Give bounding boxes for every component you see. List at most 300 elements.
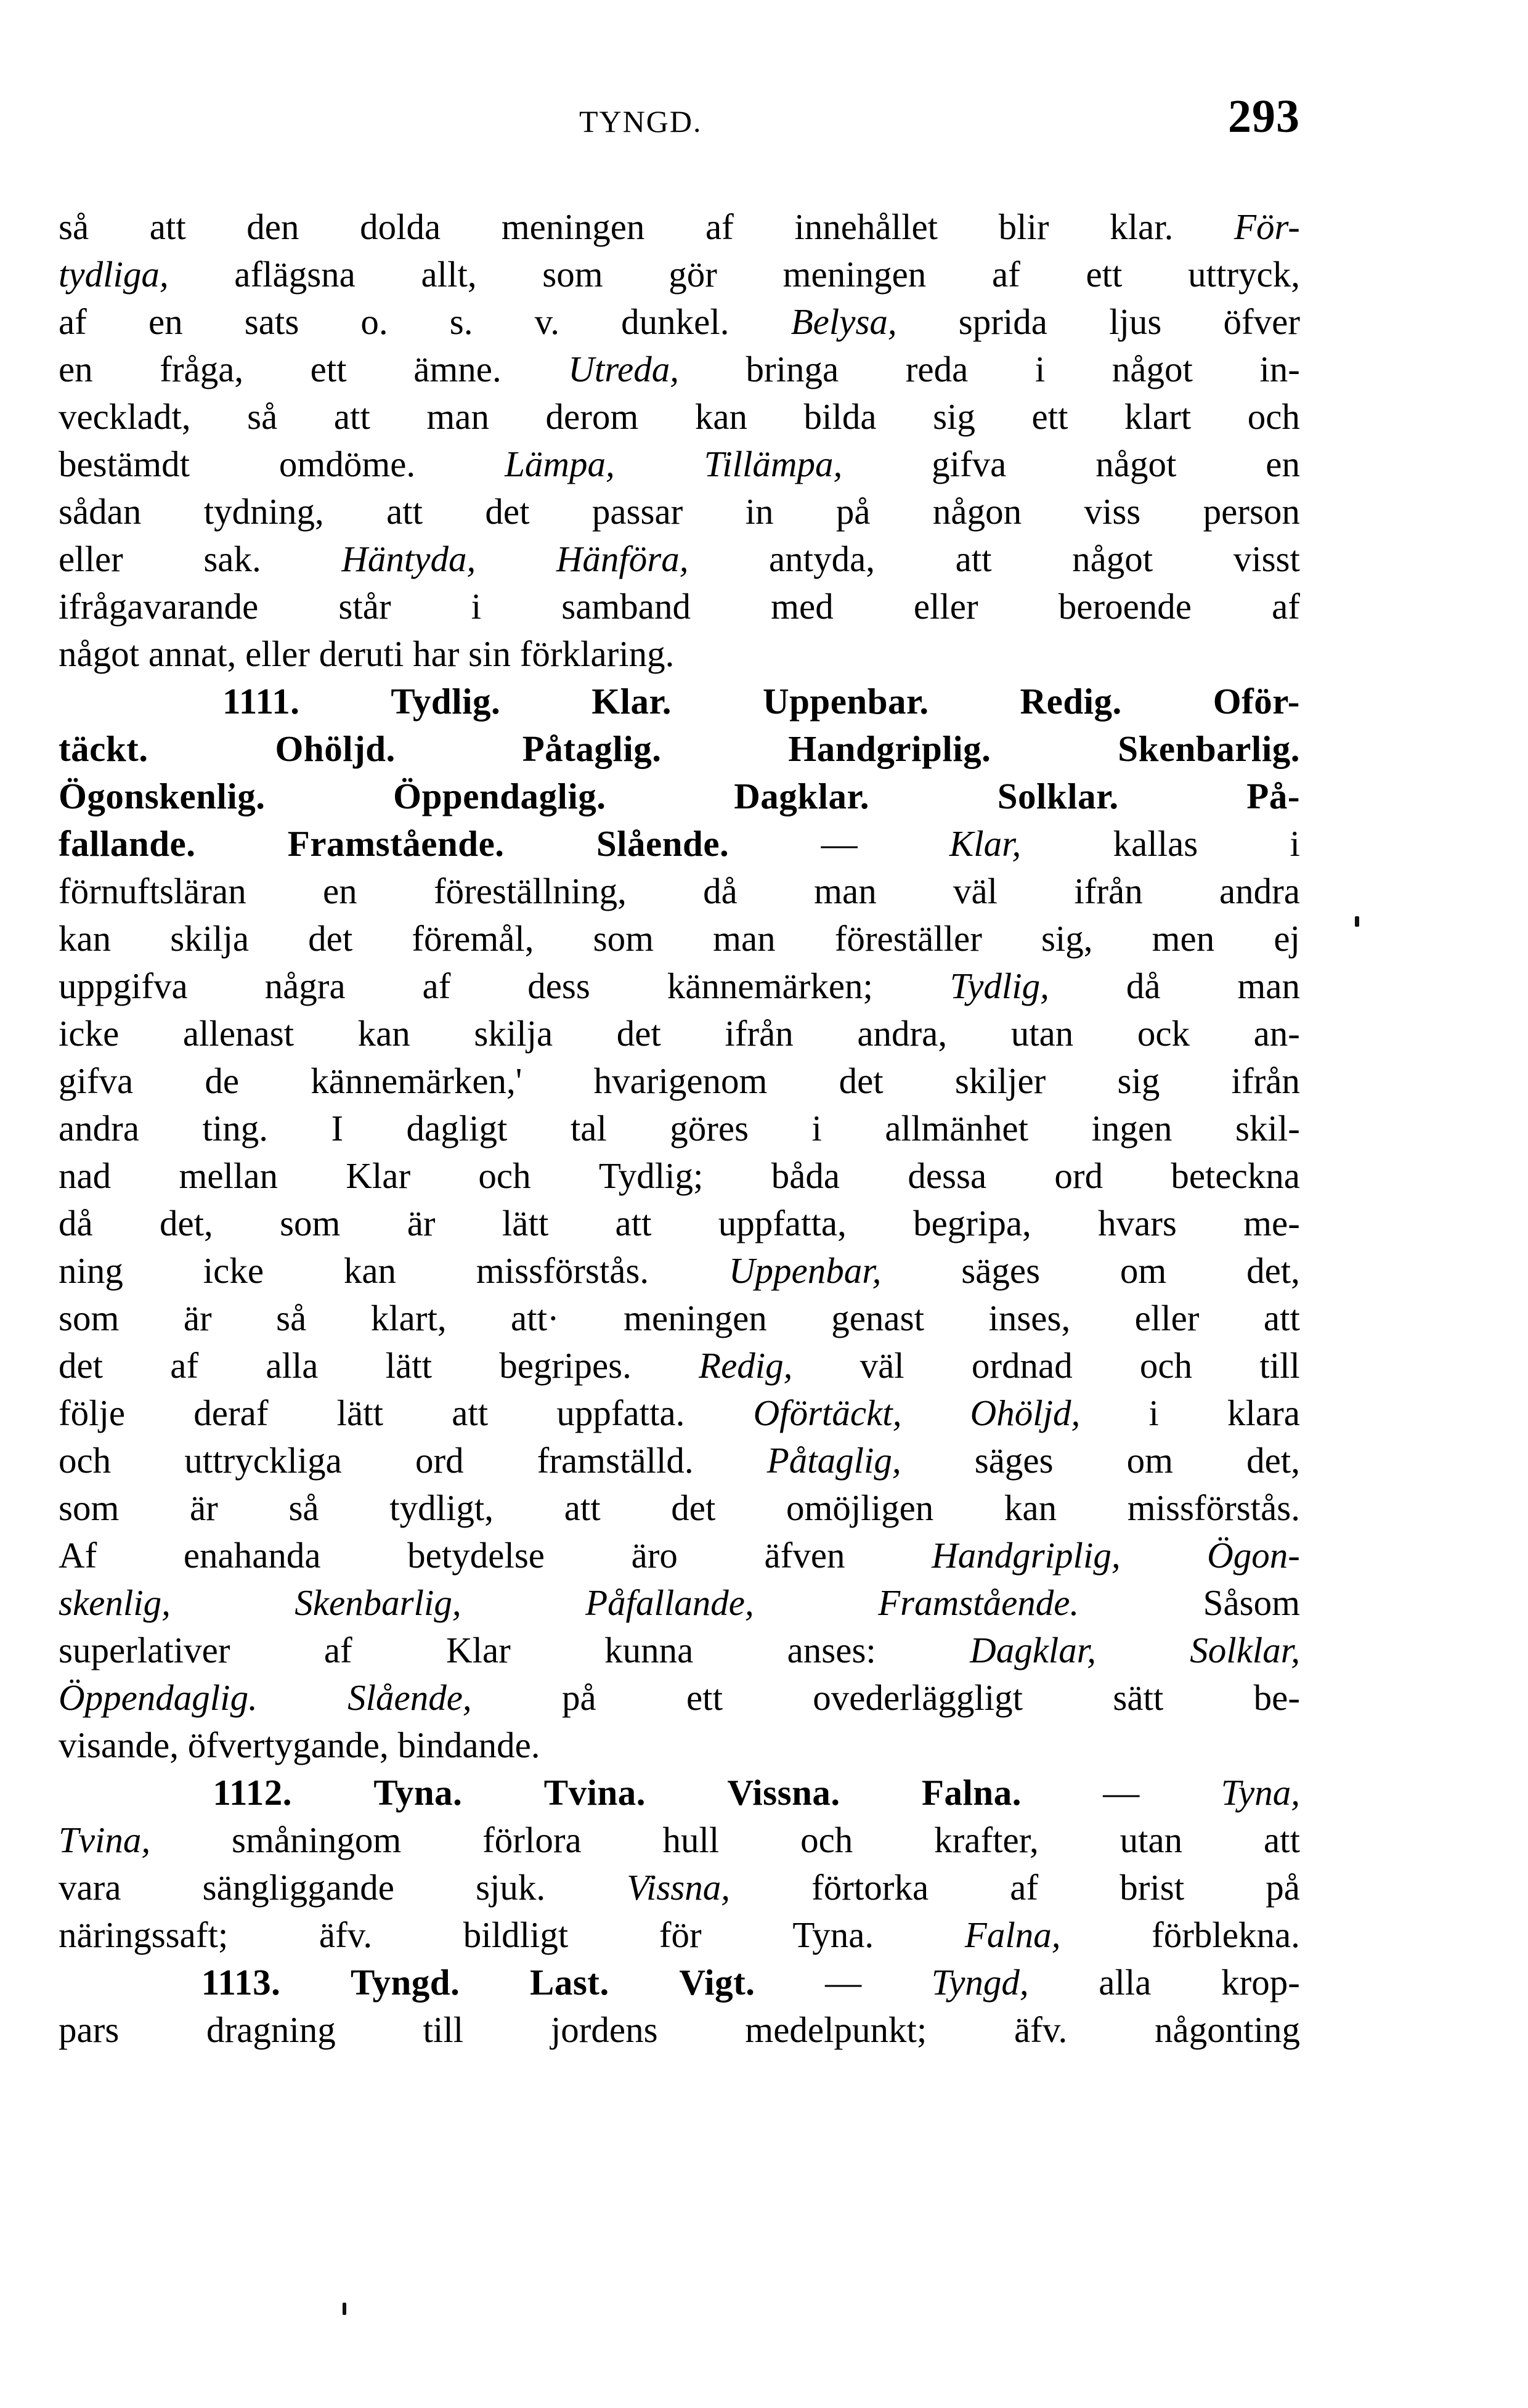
italic-word: Hänföra, — [556, 539, 689, 579]
word: att — [386, 491, 423, 532]
italic-word: Uppenbar, — [728, 1250, 882, 1291]
word: veckladt, — [59, 396, 191, 437]
italic-word: Slående, — [347, 1677, 472, 1718]
italic-word: Tyngd, — [931, 1962, 1029, 2003]
word: så — [59, 206, 89, 247]
word: ock — [1137, 1013, 1190, 1054]
italic-word: Oförtäckt, — [753, 1393, 902, 1433]
text-line — [59, 1722, 1300, 1769]
italic-word: skenlig, — [59, 1582, 171, 1623]
word: andra — [1219, 871, 1300, 911]
word: förblekna. — [1152, 1914, 1300, 1955]
word: — — [825, 1962, 862, 2003]
word: meningen — [501, 206, 645, 247]
headword: Falna. — [921, 1772, 1022, 1813]
word: då — [703, 871, 738, 911]
word: man — [426, 396, 489, 437]
ink-speck-right-margin — [1355, 916, 1359, 927]
italic-word: Tvina, — [59, 1820, 151, 1860]
word: Af — [59, 1535, 97, 1576]
word: då — [1126, 966, 1161, 1006]
word: näringssaft; — [59, 1914, 229, 1955]
word: klart — [1124, 396, 1192, 437]
headword: Last. — [529, 1962, 609, 2003]
headword: Oför- — [1213, 681, 1300, 722]
word: står — [338, 586, 391, 627]
word: de — [205, 1060, 240, 1101]
headword: Öppendaglig. — [393, 776, 606, 816]
text-line — [59, 535, 1300, 583]
headword: På- — [1246, 776, 1300, 816]
headword: Klar. — [591, 681, 672, 722]
word: föreställer — [834, 918, 982, 959]
word: Tydlig; — [598, 1155, 704, 1196]
text-line — [59, 2006, 1300, 2054]
word: eller — [1134, 1298, 1200, 1338]
word: något — [59, 633, 140, 674]
word: har — [413, 633, 460, 674]
word: öfver — [1223, 301, 1300, 342]
word: anses: — [787, 1630, 876, 1670]
word: förlora — [482, 1820, 582, 1860]
word: sak. — [203, 539, 261, 579]
word: tydligt, — [389, 1487, 494, 1528]
word: missförstås. — [476, 1250, 649, 1291]
word: krop- — [1221, 1962, 1300, 2003]
text-line — [59, 915, 1300, 962]
text-line — [59, 1200, 1300, 1247]
text-line — [59, 251, 1300, 298]
word: ingen — [1091, 1108, 1172, 1149]
italic-word: Dagklar, — [970, 1630, 1096, 1670]
word: sådan — [59, 491, 142, 532]
word: fråga, — [160, 349, 244, 389]
italic-word: Häntyda, — [341, 539, 476, 579]
italic-word: Utreda, — [568, 349, 679, 389]
word: det, — [1246, 1250, 1300, 1291]
word: af — [1272, 586, 1300, 627]
italic-word: Redig, — [699, 1345, 793, 1386]
text-line — [59, 298, 1300, 346]
word: skilja — [170, 918, 250, 959]
italic-word: Handgriplig, — [932, 1535, 1121, 1576]
word: kan — [59, 918, 112, 959]
word: uppfatta, — [718, 1203, 847, 1243]
ink-speck-bottom-margin — [343, 2303, 346, 2315]
word: i — [1034, 349, 1046, 389]
paragraph-indent — [59, 1769, 131, 1816]
word: att — [149, 206, 186, 247]
word: det, — [159, 1203, 213, 1243]
word: bestämdt — [59, 444, 190, 484]
word: Klar — [445, 1630, 511, 1670]
word: förtorka — [811, 1867, 929, 1908]
headword: Tyna. — [373, 1772, 463, 1813]
word: och — [800, 1820, 853, 1860]
word: me- — [1243, 1203, 1300, 1243]
word: an- — [1253, 1013, 1300, 1054]
word: hull — [662, 1820, 720, 1860]
italic-word: Ohöljd, — [970, 1393, 1081, 1433]
text-line — [59, 678, 1300, 725]
word: äro — [631, 1535, 678, 1576]
text-line — [59, 1959, 1300, 2006]
word: något — [1072, 539, 1153, 579]
headword: Tvina. — [543, 1772, 646, 1813]
word: ett — [686, 1677, 723, 1718]
word: så — [247, 396, 278, 437]
word: en — [59, 349, 93, 389]
word: beroende — [1058, 586, 1192, 627]
word: är — [407, 1203, 436, 1243]
text-line — [59, 1105, 1300, 1152]
word: Klar — [346, 1155, 411, 1196]
text-line — [59, 1010, 1300, 1057]
word: att — [452, 1393, 489, 1433]
word: något — [1111, 349, 1193, 389]
word: att — [955, 539, 992, 579]
word: ifrån — [1231, 1060, 1300, 1101]
word: tal — [570, 1108, 607, 1149]
word: allenast — [182, 1013, 295, 1054]
word: det — [616, 1013, 661, 1054]
word: ej — [1274, 918, 1300, 959]
running-head — [59, 91, 1300, 154]
word: och — [1139, 1345, 1193, 1386]
word: till — [1259, 1345, 1300, 1386]
word: dolda — [360, 206, 441, 247]
word: v. — [534, 301, 560, 342]
word: och — [59, 1440, 112, 1481]
word: förnuftsläran — [59, 871, 246, 911]
word: medelpunkt; — [745, 2009, 927, 2050]
word: lätt — [502, 1203, 549, 1243]
word: af — [422, 966, 451, 1006]
word: enahanda — [183, 1535, 321, 1576]
word: inses, — [988, 1298, 1071, 1338]
headword: Ögonskenlig. — [59, 776, 266, 816]
word: pars — [59, 2009, 120, 2050]
italic-word: Påtaglig, — [766, 1440, 901, 1481]
word: väl — [860, 1345, 904, 1386]
word: gifva — [59, 1060, 134, 1101]
headword: Redig. — [1020, 681, 1122, 722]
word: att — [333, 396, 370, 437]
word: men — [1152, 918, 1215, 959]
headword: Solklar. — [997, 776, 1119, 816]
word: kan — [1004, 1487, 1057, 1528]
word: är — [189, 1487, 218, 1528]
italic-word: Tillämpa, — [704, 444, 843, 484]
word: kallas — [1113, 823, 1198, 864]
word: klart, — [370, 1298, 447, 1338]
headword: Framstående. — [287, 823, 505, 864]
word: i — [1148, 1393, 1159, 1433]
word: beteckna — [1171, 1155, 1300, 1196]
text-line — [59, 1627, 1300, 1674]
word: så — [276, 1298, 307, 1338]
paragraph-indent — [59, 678, 131, 725]
word: omdöme. — [278, 444, 416, 484]
word: bilda — [803, 396, 877, 437]
word: klara — [1227, 1393, 1300, 1433]
word: sats — [244, 301, 299, 342]
word: som — [280, 1203, 341, 1243]
headword: täckt. — [59, 728, 148, 769]
word: blir — [998, 206, 1049, 247]
word: på — [562, 1677, 596, 1718]
word: sätt — [1113, 1677, 1164, 1718]
italic-word: tydliga, — [59, 254, 169, 295]
word: visande, — [59, 1725, 179, 1765]
word: Tyna. — [792, 1914, 874, 1955]
word: det — [839, 1060, 884, 1101]
word: en — [1266, 444, 1300, 484]
word: ämne. — [413, 349, 502, 389]
word: innehållet — [794, 206, 938, 247]
text-line — [59, 1247, 1300, 1295]
word: ord — [415, 1440, 464, 1481]
word: — — [1103, 1772, 1140, 1813]
word: sig, — [1041, 918, 1093, 959]
word: andra, — [857, 1013, 948, 1054]
body-text — [59, 203, 1300, 2054]
headword: Handgriplig. — [788, 728, 991, 769]
word: några — [264, 966, 346, 1006]
text-line — [59, 1389, 1300, 1437]
word: ning — [59, 1250, 123, 1291]
word: förklaring. — [519, 633, 675, 674]
word: någon — [932, 491, 1022, 532]
headword: Ohöljd. — [275, 728, 396, 769]
word: eller — [59, 539, 123, 579]
word: i — [471, 586, 482, 627]
word: är — [183, 1298, 212, 1338]
italic-word: Belysa, — [790, 301, 897, 342]
word: någonting — [1155, 2009, 1300, 2050]
text-line — [59, 1864, 1300, 1911]
word: af — [170, 1345, 199, 1386]
word: till — [423, 2009, 464, 2050]
word: dunkel. — [621, 301, 729, 342]
italic-word: Solklar, — [1190, 1630, 1300, 1670]
word: föreställning, — [433, 871, 627, 911]
word: det — [671, 1487, 716, 1528]
word: allt, — [421, 254, 477, 295]
word: så — [288, 1487, 319, 1528]
word: man — [814, 871, 877, 911]
word: Såsom — [1203, 1582, 1300, 1623]
word: att — [564, 1487, 601, 1528]
word: I — [331, 1108, 344, 1149]
word: ting. — [202, 1108, 269, 1149]
word: i — [1290, 823, 1300, 864]
word: dessa — [908, 1155, 987, 1196]
word: man — [713, 918, 776, 959]
word: aflägsna — [234, 254, 356, 295]
word: alla — [266, 1345, 319, 1386]
word: in — [745, 491, 774, 532]
word: derom — [545, 396, 639, 437]
page-number: 293 — [1228, 91, 1300, 142]
word: på — [835, 491, 871, 532]
word: säges — [974, 1440, 1054, 1481]
word: omöjligen — [786, 1487, 934, 1528]
text-line — [59, 1437, 1300, 1484]
word: nad — [59, 1155, 112, 1196]
word: ovederläggligt — [813, 1677, 1023, 1718]
headword: Slående. — [596, 823, 729, 864]
text-line — [59, 1769, 1300, 1816]
word: af — [323, 1630, 352, 1670]
word: allmänhet — [885, 1108, 1028, 1149]
word: båda — [771, 1155, 840, 1196]
word: af — [705, 206, 734, 247]
word: kännemärken,' — [311, 1060, 522, 1101]
word: öfvertygande, — [187, 1725, 389, 1765]
word: sig — [933, 396, 975, 437]
italic-word: Öppendaglig. — [59, 1677, 258, 1718]
word: ifrån — [725, 1013, 794, 1054]
word: sjuk. — [476, 1867, 546, 1908]
word: ljus — [1109, 301, 1162, 342]
word: göres — [670, 1108, 749, 1149]
italic-word: Påfallande, — [585, 1582, 754, 1623]
headword: 1111. — [222, 681, 300, 722]
word: in- — [1259, 349, 1300, 389]
word: som — [59, 1298, 120, 1338]
word: ett — [1031, 396, 1068, 437]
text-line — [59, 488, 1300, 535]
text-line — [59, 441, 1300, 488]
italic-word: Ögon- — [1207, 1535, 1300, 1576]
word: gifva — [932, 444, 1007, 484]
italic-word: För- — [1233, 206, 1300, 247]
word: af — [991, 254, 1020, 295]
word: eller — [913, 586, 978, 627]
word: bildligt — [463, 1914, 569, 1955]
word: kan — [343, 1250, 397, 1291]
word: visst — [1233, 539, 1300, 579]
word: begripes. — [499, 1345, 632, 1386]
word: i — [811, 1108, 822, 1149]
word: något — [1095, 444, 1177, 484]
italic-word: Lämpa, — [505, 444, 615, 484]
word: följe — [59, 1393, 126, 1433]
text-line — [59, 962, 1300, 1010]
headword: Skenbarlig. — [1118, 728, 1300, 769]
word: kunna — [604, 1630, 694, 1670]
word: genast — [831, 1298, 924, 1338]
word: ifrågavarande — [59, 586, 259, 627]
text-line — [59, 725, 1300, 773]
word: begripa, — [913, 1203, 1031, 1243]
word: dagligt — [406, 1108, 508, 1149]
word: som — [59, 1487, 120, 1528]
word: en — [322, 871, 357, 911]
italic-word: Skenbarlig, — [295, 1582, 461, 1623]
word: uppgifva — [59, 966, 188, 1006]
word: skiljer — [954, 1060, 1046, 1101]
headword: Dagklar. — [734, 776, 870, 816]
text-line — [59, 773, 1300, 820]
word: superlativer — [59, 1630, 230, 1670]
word: utan — [1120, 1820, 1183, 1860]
word: väl — [953, 871, 998, 911]
word: bindande. — [397, 1725, 540, 1765]
word: för — [659, 1914, 702, 1955]
word: ord — [1054, 1155, 1103, 1196]
word: om — [1120, 1250, 1167, 1291]
word: att — [615, 1203, 652, 1243]
text-line — [59, 1152, 1300, 1200]
word: med — [771, 586, 834, 627]
word: den — [246, 206, 299, 247]
word: ordnad — [971, 1345, 1073, 1386]
word: af — [1010, 1867, 1039, 1908]
word: uttryck, — [1188, 254, 1300, 295]
word: samband — [561, 586, 691, 627]
italic-word: Tyna, — [1221, 1772, 1300, 1813]
word: småningom — [231, 1820, 402, 1860]
text-line — [59, 1532, 1300, 1579]
word: äfv. — [319, 1914, 373, 1955]
word: brist — [1120, 1867, 1185, 1908]
word: annat, — [148, 633, 237, 674]
text-line — [59, 868, 1300, 915]
word: andra — [59, 1108, 140, 1149]
word: reda — [905, 349, 969, 389]
text-line — [59, 820, 1300, 868]
word: ett — [310, 349, 347, 389]
word: dess — [527, 966, 590, 1006]
word: lätt — [385, 1345, 433, 1386]
italic-word: Falna, — [964, 1914, 1061, 1955]
word: meningen — [624, 1298, 767, 1338]
italic-word: Tydlig, — [949, 966, 1049, 1006]
running-head-title: TYNGD. — [579, 104, 702, 139]
word: framställd. — [537, 1440, 694, 1481]
word: äfv. — [1014, 2009, 1068, 2050]
text-line — [59, 1816, 1300, 1864]
word: då — [59, 1203, 93, 1243]
word: person — [1203, 491, 1300, 532]
word: sig — [1117, 1060, 1160, 1101]
text-line — [59, 1295, 1300, 1342]
word: att — [1264, 1820, 1300, 1860]
word: viss — [1084, 491, 1141, 532]
word: s. — [449, 301, 473, 342]
text-line — [59, 346, 1300, 393]
word: äfven — [764, 1535, 845, 1576]
word: klar. — [1110, 206, 1174, 247]
headword: Vissna. — [727, 1772, 840, 1813]
word: utan — [1010, 1013, 1074, 1054]
text-line — [59, 1911, 1300, 1959]
word: som — [542, 254, 603, 295]
word: ifrån — [1074, 871, 1143, 911]
word: kan — [357, 1013, 410, 1054]
word: passar — [591, 491, 683, 532]
word: — — [821, 823, 858, 864]
word: det — [59, 1345, 104, 1386]
headword: Uppenbar. — [763, 681, 929, 722]
word: ett — [1086, 254, 1123, 295]
italic-word: Klar, — [949, 823, 1022, 864]
word: om — [1126, 1440, 1174, 1481]
word: det — [308, 918, 353, 959]
word: att· — [511, 1298, 559, 1338]
